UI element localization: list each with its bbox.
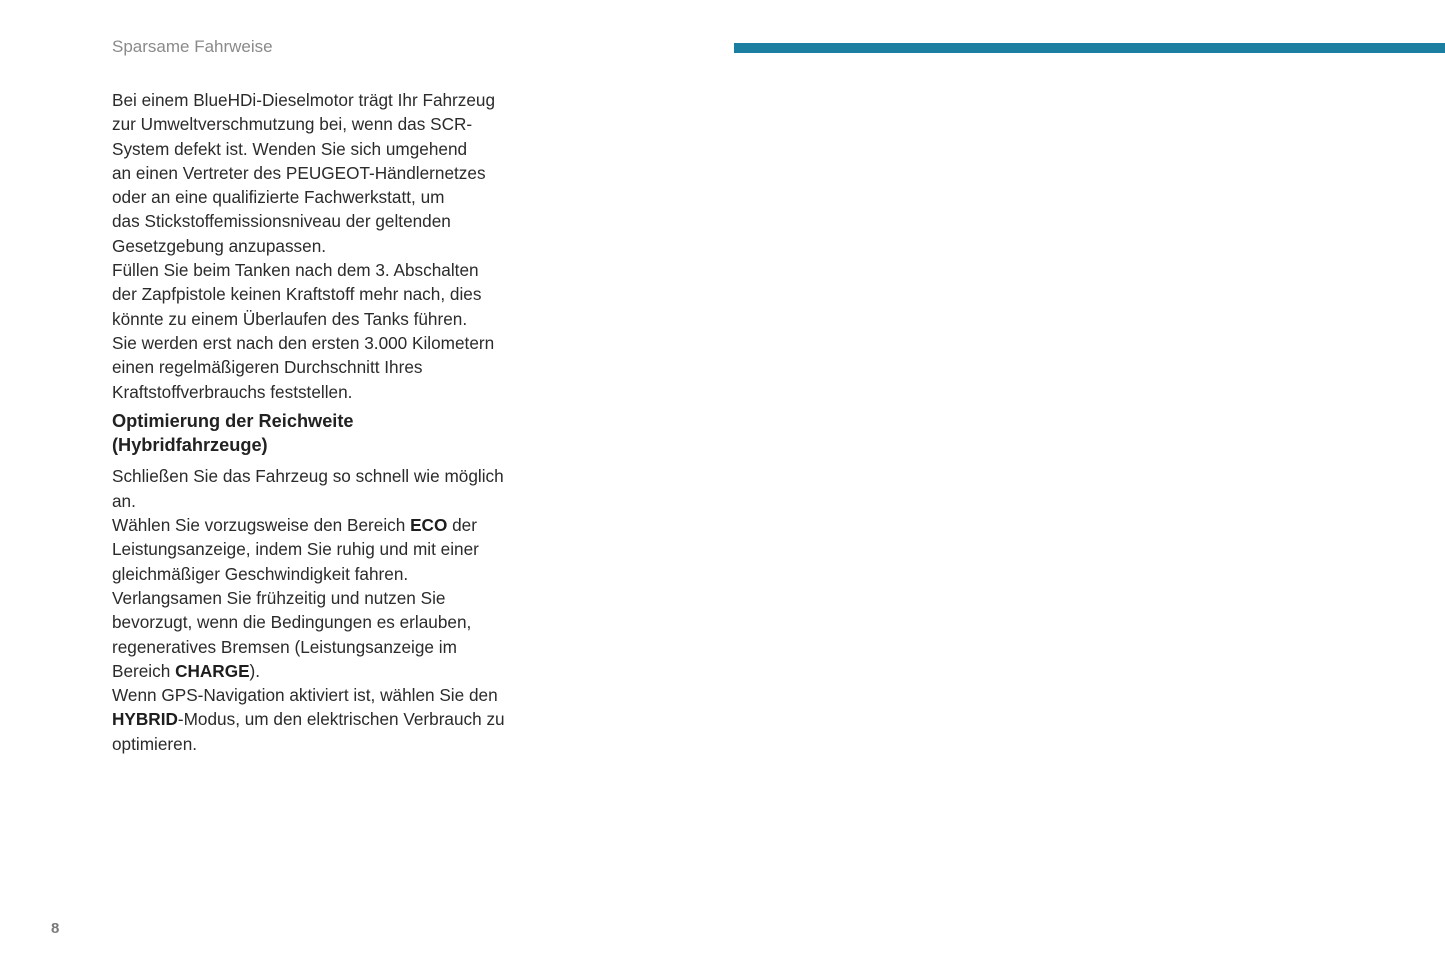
text-line: optimieren. (112, 733, 198, 754)
text-fragment: -Modus, um den elektrischen Verbrauch zu (177, 709, 505, 730)
text-line: Sie werden erst nach den ersten 3.000 Kilometern (112, 332, 495, 353)
paragraph-eco-mode (112, 513, 552, 586)
text-line (112, 659, 552, 683)
text-line: an einen Vertreter des PEUGEOT-Händlernetzes (112, 162, 486, 183)
header-accent-bar (734, 43, 1445, 53)
text-line: Schließen Sie das Fahrzeug so schnell wie möglich (112, 466, 504, 487)
text-fragment: ). (249, 660, 261, 681)
bold-term-hybrid: HYBRID (112, 709, 178, 730)
text-line: der Zapfpistole keinen Kraftstoff mehr nach, dies (112, 284, 482, 305)
text-line: Wenn GPS-Navigation aktiviert ist, wählen Sie den (112, 685, 498, 706)
text-line (112, 513, 552, 537)
section-heading-range-optimisation (112, 409, 552, 458)
text-fragment: Bereich (112, 660, 176, 681)
text-line: das Stickstoffemissionsniveau der geltenden (112, 211, 451, 232)
text-line: gleichmäßiger Geschwindigkeit fahren. (112, 563, 409, 584)
heading-line: (Hybridfahrzeuge) (112, 435, 268, 456)
text-line: System defekt ist. Wenden Sie sich umgehend (112, 138, 468, 159)
paragraph-refuelling (112, 258, 552, 331)
text-line: an. (112, 490, 136, 511)
text-line: Leistungsanzeige, indem Sie ruhig und mit einer (112, 539, 479, 560)
paragraph-consumption (112, 331, 552, 404)
paragraph-connect-vehicle (112, 464, 552, 513)
paragraph-scr-system (112, 88, 552, 258)
main-content (112, 88, 552, 756)
bold-term-eco: ECO (410, 515, 448, 536)
text-line: zur Umweltverschmutzung bei, wenn das SCR- (112, 114, 473, 135)
text-line: regeneratives Bremsen (Leistungsanzeige im (112, 636, 457, 657)
text-line: Kraftstoffverbrauchs feststellen. (112, 381, 353, 402)
text-line: Füllen Sie beim Tanken nach dem 3. Abschalten (112, 260, 479, 281)
text-line: Gesetzgebung anzupassen. (112, 235, 327, 256)
text-line: einen regelmäßigeren Durchschnitt Ihres (112, 357, 423, 378)
text-fragment: Wählen Sie vorzugsweise den Bereich (112, 515, 411, 536)
section-title: Sparsame Fahrweise (112, 37, 273, 56)
text-line: oder an eine qualifizierte Fachwerkstatt, um (112, 187, 445, 208)
text-fragment: der (447, 515, 477, 536)
text-line: bevorzugt, wenn die Bedingungen es erlauben, (112, 612, 472, 633)
heading-line: Optimierung der Reichweite (112, 410, 354, 431)
bold-term-charge: CHARGE (175, 660, 250, 681)
paragraph-gps-hybrid (112, 683, 552, 756)
text-line: könnte zu einem Überlaufen des Tanks führen. (112, 308, 468, 329)
text-line (112, 707, 552, 731)
paragraph-regenerative-braking (112, 586, 552, 683)
text-line: Verlangsamen Sie frühzeitig und nutzen Sie (112, 587, 446, 608)
text-line: Bei einem BlueHDi-Dieselmotor trägt Ihr Fahrzeug (112, 90, 496, 110)
page-number: 8 (51, 920, 60, 937)
